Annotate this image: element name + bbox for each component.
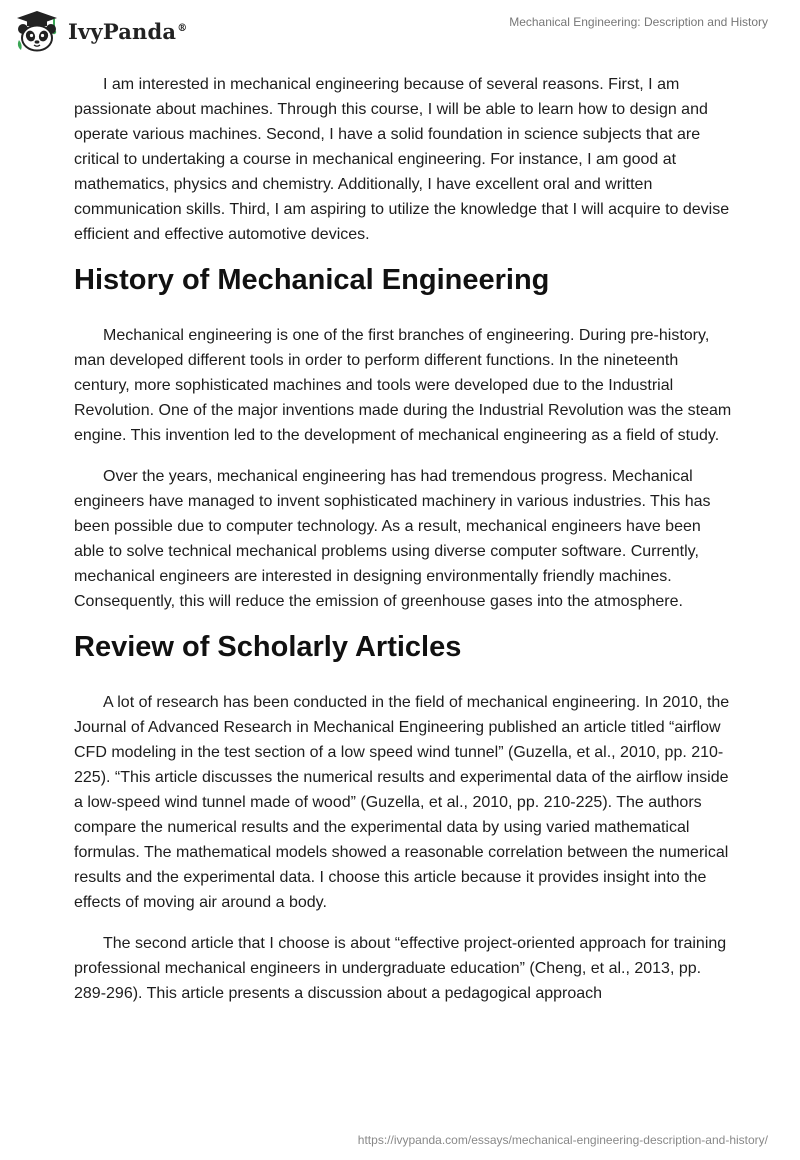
essay-body [74, 72, 734, 1022]
logo-text: IvyPanda® [68, 18, 188, 44]
ivypanda-logo[interactable] [14, 10, 187, 52]
paragraph-history-progress: Over the years, mechanical engineering has had tremendous progress. Mechanical engineers have managed to invent sophisticated machinery in various industries. This has been possible due to computer technology. As a result, mechanical engineers have been able to solve technical mechanical problems using diverse computer software. Currently, mechanical engineers are interested in designing environmentally friendly machines. Consequently, this will reduce the emission of greenhouse gases into the atmosphere. [74, 468, 711, 610]
paragraph-motivation: I am interested in mechanical engineering because of several reasons. First, I am passionate about machines. Through this course, I will be able to learn how to design and operate various machines. Second, I have a solid foundation in science subjects that are critical to undertaking a course in mechanical engineering. For instance, I am good at mathematics, physics and chemistry. Additionally, I have excellent oral and written communication skills. Third, I am aspiring to utilize the knowledge that I will acquire to devise efficient and effective automotive devices. [74, 76, 730, 243]
page-header [0, 0, 800, 60]
panda-graduate-icon [14, 10, 60, 52]
paragraph-history-origins: Mechanical engineering is one of the first branches of engineering. During pre-history, man developed different tools in order to perform different functions. In the nineteenth century, more sophisticated machines and tools were developed due to the Industrial Revolution. One of the major inventions made during the Industrial Revolution was the steam engine. This invention led to the development of mechanical engineering as a field of study. [74, 327, 732, 444]
heading-history: History of Mechanical Engineering [74, 264, 550, 296]
source-url[interactable]: https://ivypanda.com/essays/mechanical-engineering-description-and-history/ [357, 1133, 768, 1147]
heading-review: Review of Scholarly Articles [74, 631, 462, 663]
paragraph-review-second-article: The second article that I choose is about “effective project-oriented approach for training professional mechanical engineers in undergraduate education” (Cheng, et al., 2013, pp. 289-296). This article presents a discussion about a pedagogical approach [74, 935, 727, 1002]
running-title: Mechanical Engineering: Description and History [509, 15, 768, 29]
paragraph-review-first-article: A lot of research has been conducted in the field of mechanical engineering. In 2010, the Journal of Advanced Research in Mechanical Engineering published an article titled “airflow CFD modeling in the test section of a low speed wind tunnel” (Guzella, et al., 2010, pp. 210-225). “This article discusses the numerical results and experimental data of the airflow inside a low-speed wind tunnel made of wood” (Guzella, et al., 2010, pp. 210-225). The authors compare the numerical results and the experimental data by using varied mathematical formulas. The mathematical models showed a reasonable correlation between the numerical results and the experimental data. I choose this article because it provides insight into the effects of moving air around a body. [74, 694, 730, 911]
